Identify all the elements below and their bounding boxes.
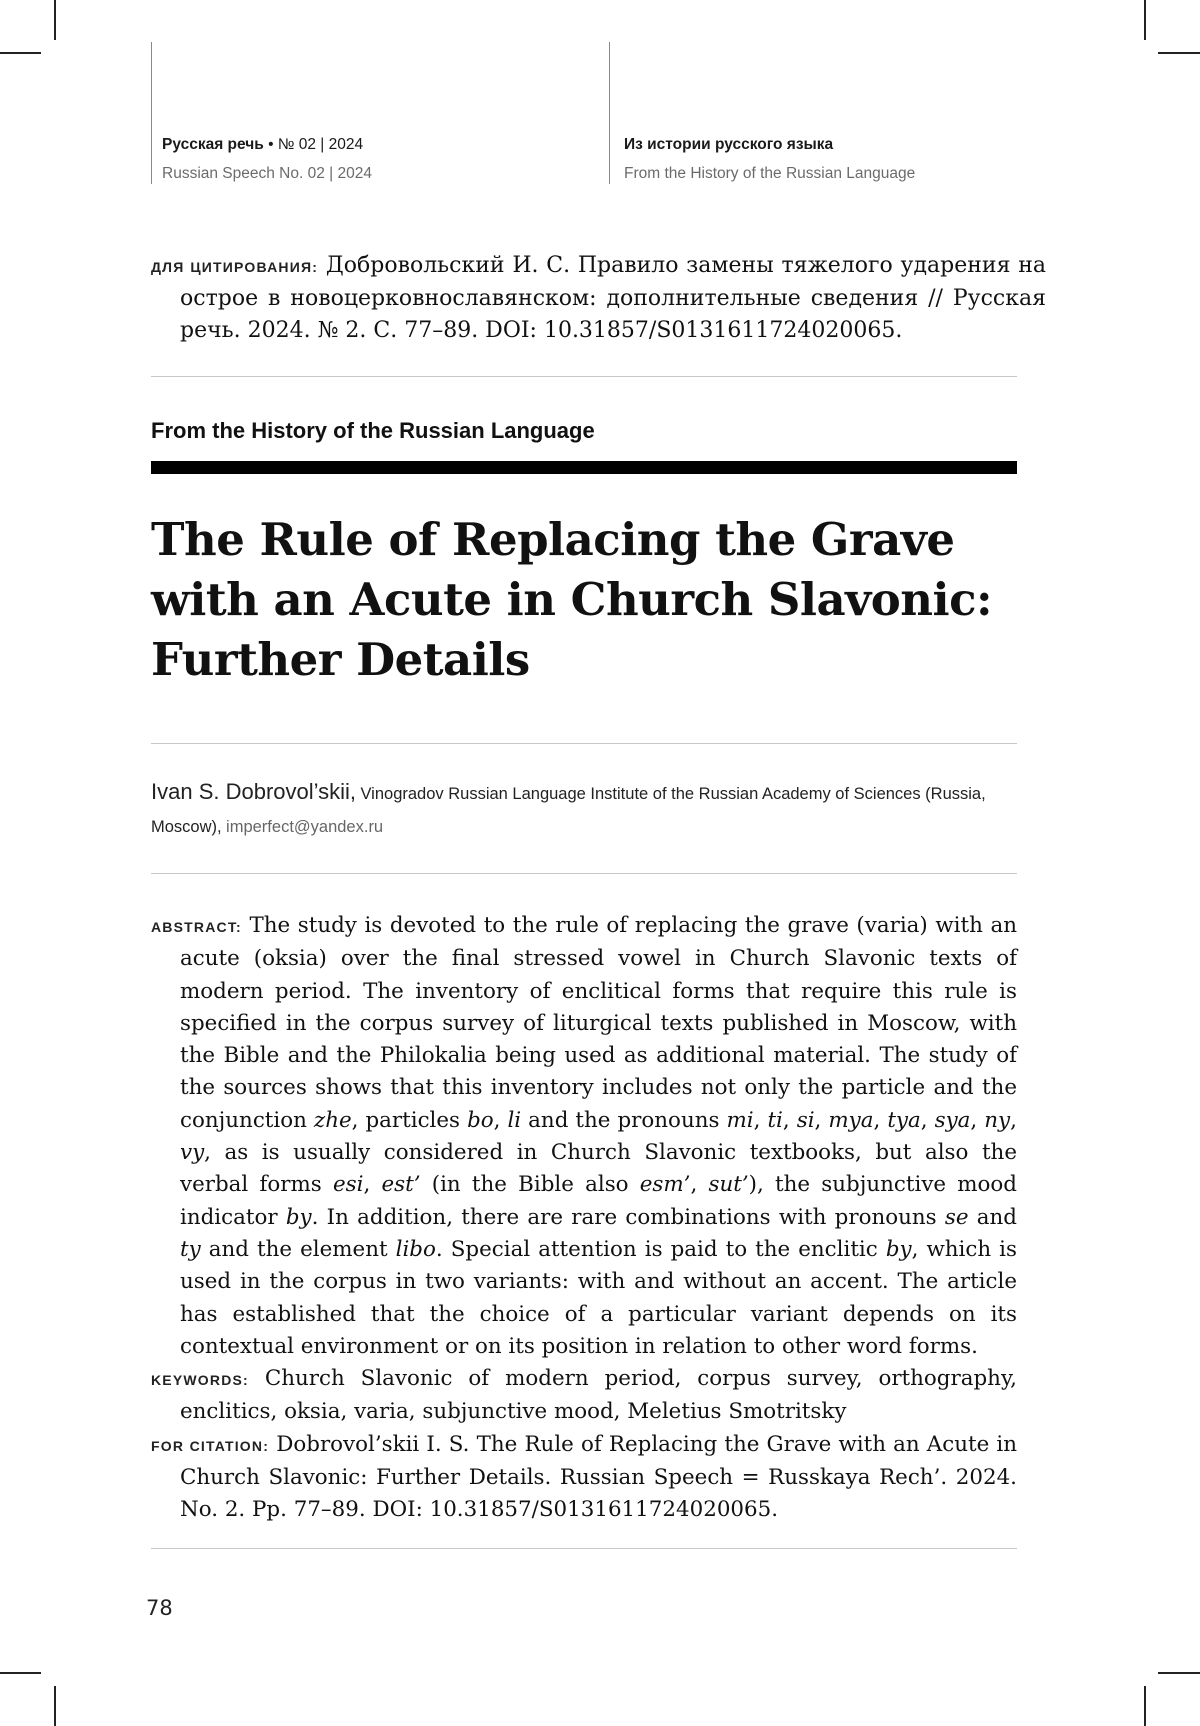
page-number: 78 [146, 1596, 173, 1620]
divider-top [151, 376, 1017, 377]
author-affiliation: Vinogradov Russian Language Institute of the Russian Academy of Sciences (Russia, Moscow), [151, 785, 986, 836]
for-citation-paragraph [151, 1429, 1017, 1527]
crop-mark-top-left-horizontal [0, 52, 41, 54]
crop-mark-bottom-right-vertical [1144, 1686, 1146, 1726]
crop-mark-top-left-vertical [54, 0, 56, 40]
for-citation-label: FOR CITATION: [151, 1437, 270, 1454]
journal-title-en: Russian Speech No. 02 | 2024 [162, 165, 372, 182]
section-title-en: From the History of the Russian Language [624, 165, 916, 182]
citation-ru-label: ДЛЯ ЦИТИРОВАНИЯ: [151, 259, 319, 275]
for-citation-text: Dobrovol’skii I. S. The Rule of Replacing the Grave with an Acute in Church Slavonic: Further Details. Russian Speech = Russkaya Rech’. 2024. No. 2. Pp. 77–89. DOI: 10.31857/S0131611724020065. [180, 1431, 1017, 1523]
divider-bottom [151, 1548, 1017, 1549]
crop-mark-top-right-horizontal [1158, 52, 1200, 54]
running-header-right [624, 134, 915, 185]
header-rule-left [151, 42, 152, 184]
divider-title [151, 743, 1017, 744]
section-rubric: From the History of the Russian Language [151, 418, 595, 443]
author-email-link[interactable]: imperfect@yandex.ru [226, 818, 384, 836]
article-title: The Rule of Replacing the Grave with an Acute in Church Slavonic: Further Details [151, 513, 993, 686]
abstract-paragraph: ABSTRACT: The study is devoted to the rule of replacing the grave (varia) with an acute (oksia) over the final stressed vowel in Church Slavonic texts of modern period. The inventory of enclitical forms that require this rule is specified in the corpus survey of liturgical texts published in Moscow, with the Bible and the Philokalia being used as additional material. The study of the sources shows that this inventory includes not only the particle and the conjunction zhe, particles bo, li and the pronouns mi, ti, si, mya, tya, sya, ny, vy, as is usually considered in Church Slavonic textbooks, but also the verbal forms esi, est’ (in the Bible also esm’, sut’), the subjunctive mood indicator by. In addition, there are rare combinations with pronouns se and ty and the element libo. Special attention is paid to the enclitic by, which is used in the corpus in two variants: with and without an accent. The article has established that the choice of a particular variant depends on its contextual environment or on its position in relation to other word forms. [151, 913, 1017, 1359]
crop-mark-bottom-left-horizontal [0, 1672, 41, 1674]
crop-mark-bottom-right-horizontal [1158, 1672, 1200, 1674]
author-info [151, 776, 1017, 844]
journal-issue-ru: • № 02 | 2024 [263, 136, 364, 153]
rubric-bar [151, 461, 1017, 474]
keywords-text: Church Slavonic of modern period, corpus survey, orthography, enclitics, oksia, varia, subjunctive mood, Meletius Smotritsky [180, 1366, 1017, 1425]
citation-ru [151, 250, 1046, 347]
author-name: Ivan S. Dobrovol’skii, [151, 779, 357, 804]
header-rule-right [609, 42, 610, 184]
divider-author [151, 873, 1017, 874]
section-title-ru: Из истории русского языка [624, 136, 834, 153]
keywords-paragraph [151, 1363, 1017, 1429]
journal-title-ru: Русская речь [162, 136, 264, 153]
citation-ru-text: Добровольский И. С. Правило замены тяжелого ударения на острое в новоцерковнославянском: дополнительные сведения // Русская речь. 2024. № 2. С. 77–89. DOI: 10.31857/S0131611724020065. [180, 253, 1046, 343]
abstract-section [151, 910, 1017, 1527]
crop-mark-bottom-left-vertical [54, 1686, 56, 1726]
abstract-label: ABSTRACT: [151, 919, 242, 935]
running-header-left [162, 134, 372, 185]
keywords-label: KEYWORDS: [151, 1372, 249, 1389]
crop-mark-top-right-vertical [1144, 0, 1146, 40]
